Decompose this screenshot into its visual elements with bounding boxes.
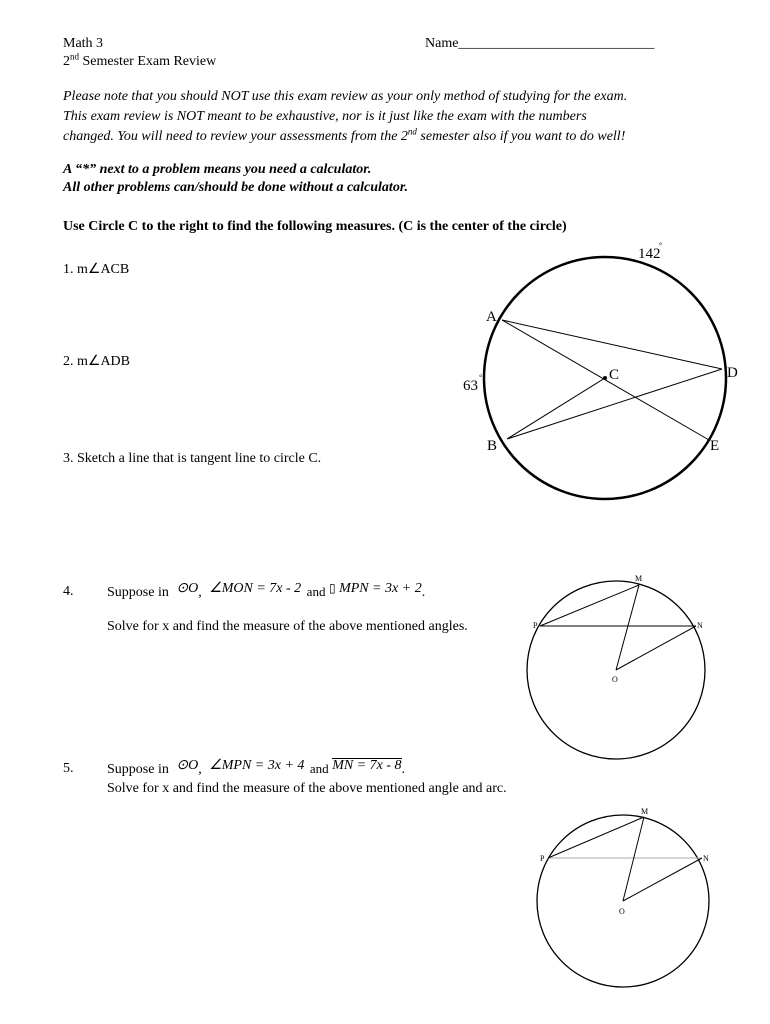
label-a: A <box>486 309 497 325</box>
label-p-q4: P <box>533 621 538 630</box>
chord-ad <box>502 320 722 369</box>
center-c-point <box>603 376 607 380</box>
note-line-3: changed. You will need to review your assessments from the 2nd semester also if you want to do well! <box>63 126 626 144</box>
circle-o-symbol: ⊙O <box>176 758 199 773</box>
radius-on-q4 <box>616 626 696 670</box>
note-line-2: This exam review is NOT meant to be exhaustive, nor is it just like the exam with the numbers <box>63 109 587 124</box>
radius-cb <box>507 378 605 439</box>
course-title: Math 3 <box>63 36 104 51</box>
question-5-solve: Solve for x and find the measure of the above mentioned angle and arc. <box>107 781 507 796</box>
circle-o-symbol: ⊙O <box>176 581 199 596</box>
question-4-solve: Solve for x and find the measure of the above mentioned angles. <box>107 619 468 634</box>
label-n-q4: N <box>697 621 703 630</box>
label-n-q5: N <box>703 854 709 863</box>
arc-mn-expression: MN = 7x - 8 <box>332 758 402 773</box>
chord-pm-q5 <box>548 817 644 858</box>
section-instruction: Use Circle C to the right to find the following measures. (C is the center of the circle) <box>63 219 567 234</box>
question-4-number: 4. <box>63 584 74 599</box>
arc-measure-63: 63 <box>463 378 478 394</box>
label-m-q4: M <box>635 574 643 583</box>
label-o-q5: O <box>619 907 625 916</box>
angle-mpn-expression: ∠MPN = 3x + 4 <box>209 758 305 773</box>
radius-on-q5 <box>623 858 702 901</box>
chord-ae <box>502 320 709 440</box>
arc-symbol: ▯ <box>328 581 336 595</box>
angle-mon-expression: ∠MON = 7x - 2 <box>209 581 302 596</box>
degree-sign-63: ° <box>479 373 483 382</box>
calculator-note-1: A “*” next to a problem means you need a calculator. <box>63 162 372 177</box>
radius-om-q4 <box>616 585 639 670</box>
question-3: 3. Sketch a line that is tangent line to circle C. <box>63 451 322 466</box>
calculator-note-2: All other problems can/should be done without a calculator. <box>63 180 408 195</box>
name-field: Name____________________________ <box>425 36 655 51</box>
note-line-1: Please note that you should NOT use this exam review as your only method of studying for the exam. <box>63 89 628 104</box>
label-c: C <box>609 367 620 383</box>
label-b: B <box>487 438 498 454</box>
question-5-prompt: Suppose in ⊙O, ∠MPN = 3x + 4 and MN = 7x - 8. <box>107 758 406 777</box>
label-m-q5: M <box>641 807 649 816</box>
radius-om-q5 <box>623 817 644 901</box>
question-5-number: 5. <box>63 761 74 776</box>
document-title: 2nd Semester Exam Review <box>63 51 217 69</box>
arc-measure-142: 142 <box>638 246 661 262</box>
question-1: 1. m∠ACB <box>63 262 130 277</box>
degree-sign-142: ° <box>659 241 663 250</box>
label-d: D <box>727 365 738 381</box>
label-e: E <box>710 438 720 454</box>
label-o-q4: O <box>612 675 618 684</box>
label-p-q5: P <box>540 854 545 863</box>
question-4-prompt: Suppose in ⊙O, ∠MON = 7x - 2 and ▯ MPN = 3x + 2. <box>107 581 426 600</box>
angle-mpn-expression: MPN = 3x + 2 <box>339 581 422 596</box>
question-2: 2. m∠ADB <box>63 354 130 369</box>
